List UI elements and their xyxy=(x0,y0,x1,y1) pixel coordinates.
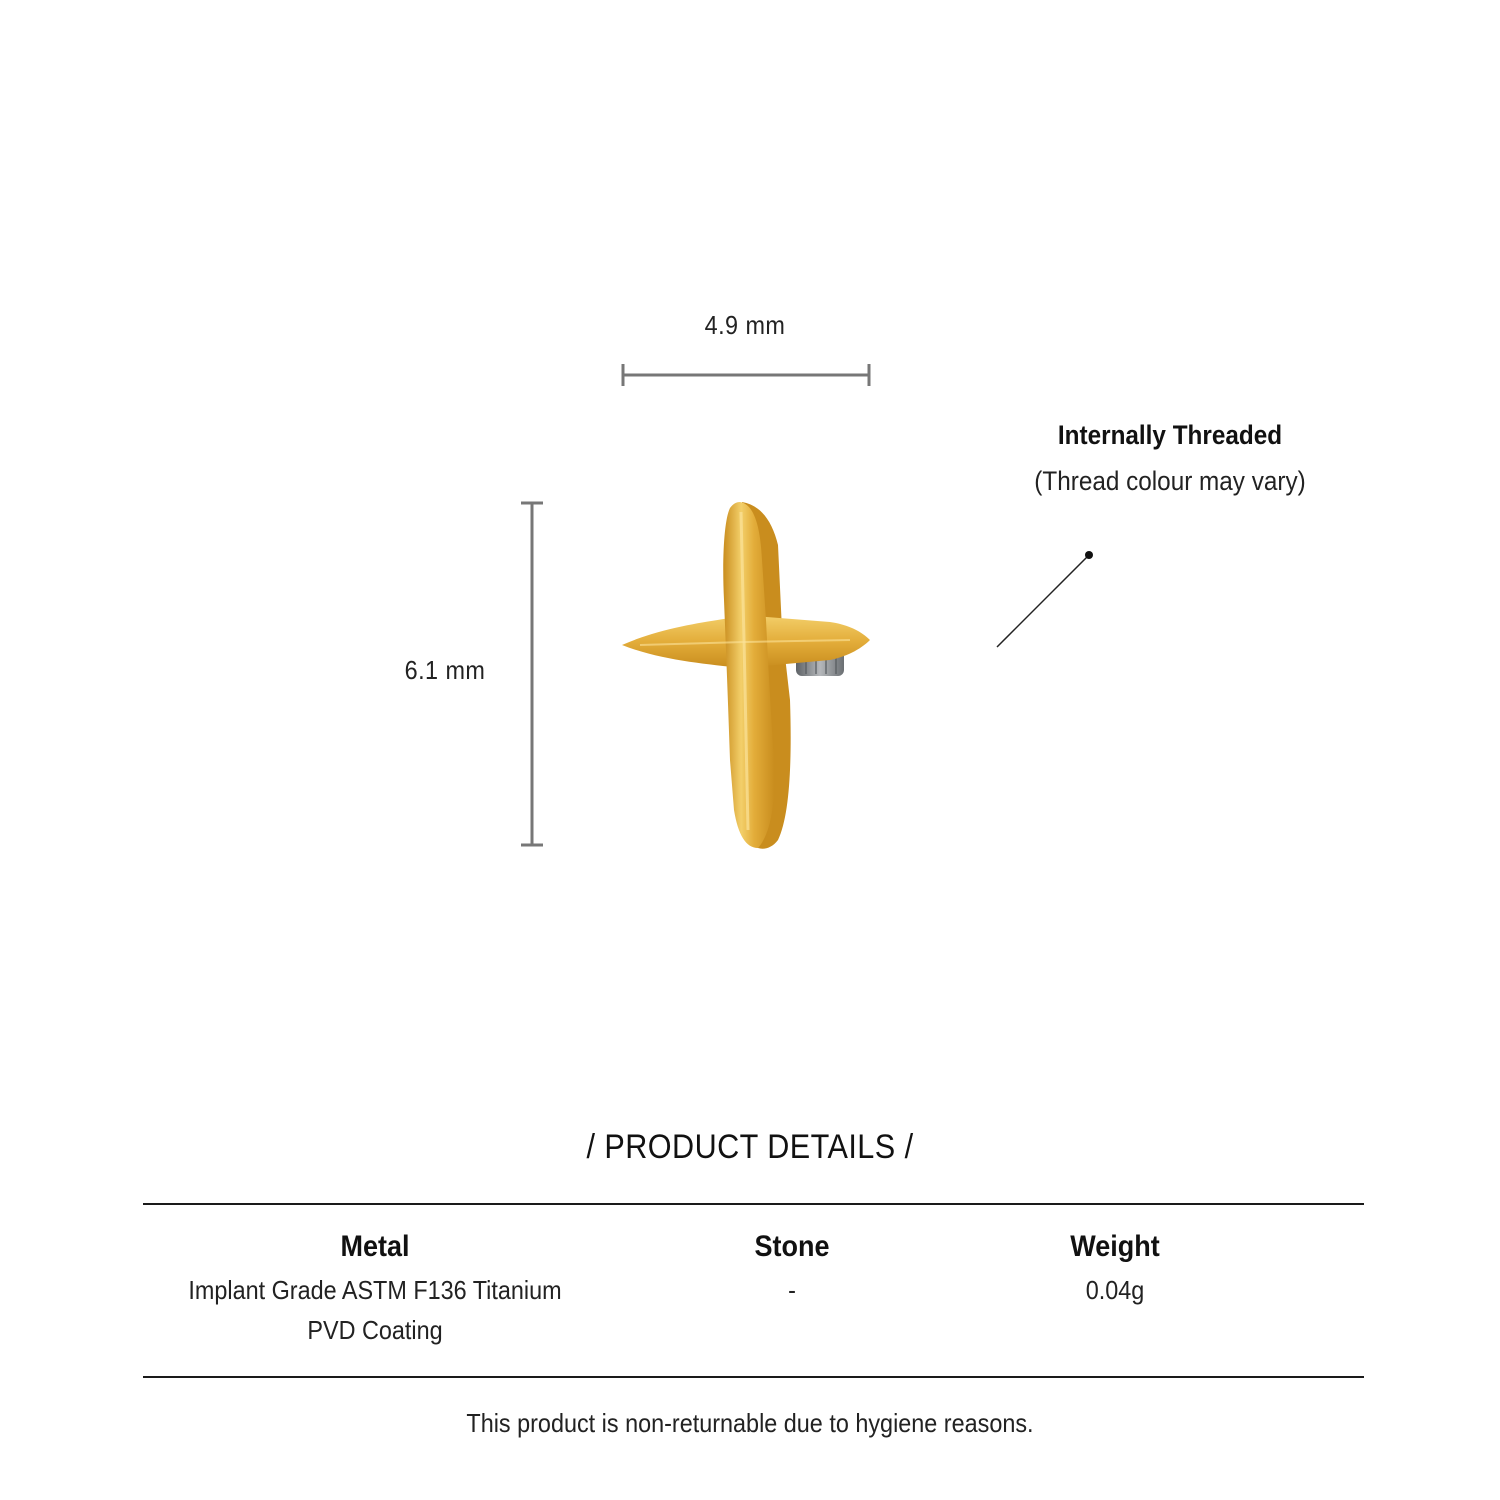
metal-value-line-2: PVD Coating xyxy=(307,1315,443,1345)
thread-callout-title: Internally Threaded xyxy=(1057,420,1283,450)
thread-callout-leader xyxy=(997,551,1093,647)
details-divider-top xyxy=(143,1203,1364,1205)
height-dimension-line xyxy=(521,503,543,845)
weight-value: 0.04g xyxy=(1085,1275,1145,1305)
gold-cross-stud-icon xyxy=(622,502,870,849)
metal-column xyxy=(125,1230,625,1350)
width-label: 4.9 mm xyxy=(704,310,786,340)
weight-label: Weight xyxy=(1070,1230,1160,1263)
thread-callout-note: (Thread colour may vary) xyxy=(1034,466,1306,496)
width-dimension-line xyxy=(623,364,869,386)
metal-label: Metal xyxy=(340,1230,410,1263)
stone-value: - xyxy=(788,1275,796,1305)
details-divider-bottom xyxy=(143,1376,1364,1378)
metal-value-line-1: Implant Grade ASTM F136 Titanium xyxy=(188,1275,562,1305)
disclaimer-text: This product is non-returnable due to hygiene reasons. xyxy=(466,1408,1034,1438)
height-label: 6.1 mm xyxy=(404,655,486,685)
stone-label: Stone xyxy=(754,1230,830,1263)
stone-column xyxy=(642,1230,942,1310)
product-details-heading: / PRODUCT DETAILS / xyxy=(586,1128,914,1166)
weight-column xyxy=(965,1230,1265,1310)
